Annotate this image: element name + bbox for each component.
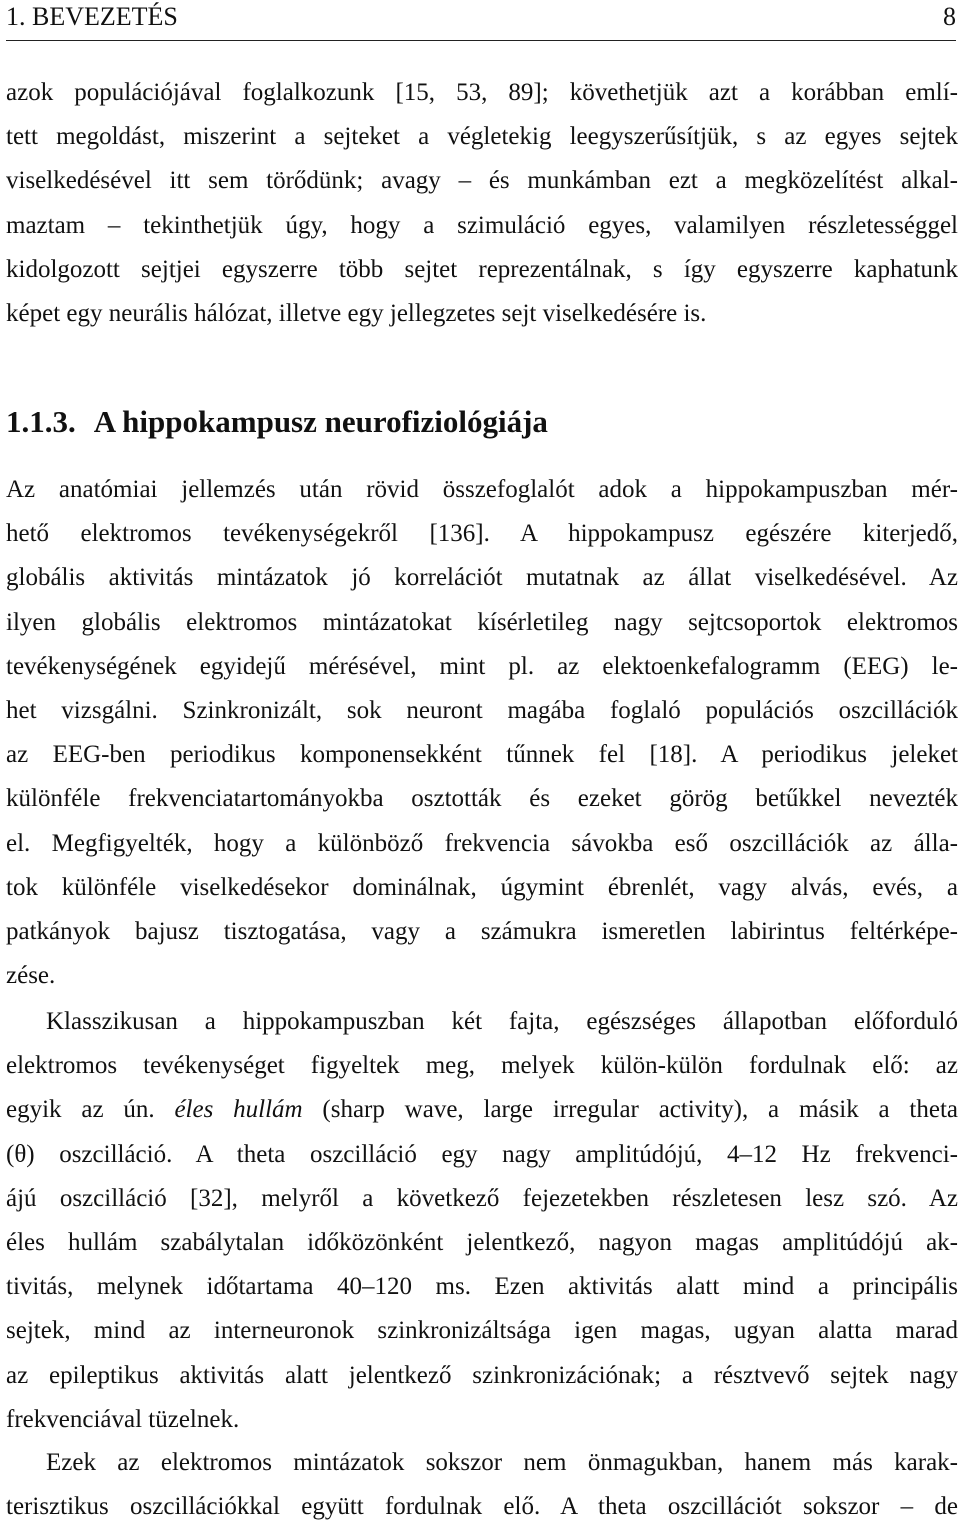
text-line: el. Megfigyelték, hogy a különböző frekvencia sávokba eső oszcillációk az álla- xyxy=(6,829,958,857)
text-line: tok különféle viselkedésekor dominálnak, úgymint ébrenlét, vagy alvás, evés, a xyxy=(6,873,958,901)
section-title: A hippokampusz neurofiziológiája xyxy=(93,404,548,439)
text-line: az epileptikus aktivitás alatt jelentkező szinkronizációnak; a résztvevő sejtek nagy xyxy=(6,1361,958,1389)
page-number: 8 xyxy=(943,2,956,31)
section-number: 1.1.3. xyxy=(6,404,76,439)
italic-term: éles hullám xyxy=(174,1096,303,1124)
paragraph-oscillations xyxy=(6,1441,958,1529)
intro-paragraph xyxy=(6,71,958,336)
text-line: hető elektromos tevékenységekről [136]. A hippokampusz egészére kiterjedő, xyxy=(6,520,958,548)
text-segment: (sharp wave, large irregular activity), a másik a theta xyxy=(302,1096,958,1124)
text-line: viselkedésével itt sem törődünk; avagy – és munkámban ezt a megközelítést alkal- xyxy=(6,167,958,195)
text-line: azok populációjával foglalkozunk [15, 53, 89]; követhetjük azt a korábban emlí- xyxy=(6,79,958,106)
text-line: kidolgozott sejtjei egyszerre több sejtet reprezentálnak, s így egyszerre kaphatunk xyxy=(6,255,958,283)
text-line: ájú oszcilláció [32], melyről a következő fejezetekben részletesen lesz szó. Az xyxy=(6,1184,958,1212)
text-line: globális aktivitás mintázatok jó korrelációt mutatnak az állat viselkedésével. Az xyxy=(6,564,958,592)
text-line: elektromos tevékenységet figyeltek meg, melyek külön-külön fordulnak elő: az xyxy=(6,1052,958,1080)
text-line: különféle frekvenciatartományokba osztották és ezeket görög betűkkel nevezték xyxy=(6,785,958,813)
paragraph-eeg xyxy=(6,468,958,998)
text-line: az EEG-ben periodikus komponensekként tűnnek fel [18]. A periodikus jeleket xyxy=(6,741,958,769)
text-line: sejtek, mind az interneuronok szinkronizáltsága igen magas, ugyan alatta marad xyxy=(6,1317,958,1345)
text-line: patkányok bajusz tisztogatása, vagy a számukra ismeretlen labirintus feltérképe- xyxy=(6,917,958,945)
paragraph-sharp-wave xyxy=(6,1000,958,1442)
text-line: terisztikus oszcillációkkal együtt fordulnak elő. A theta oszcillációt sokszor – de xyxy=(6,1493,958,1521)
text-line: képet egy neurális hálózat, illetve egy jellegzetes sejt viselkedésére is. xyxy=(6,299,707,327)
text-line: tevékenységének egyidejű mérésével, mint pl. az elektoenkefalogramm (EEG) le- xyxy=(6,652,958,680)
text-line: frekvenciával tüzelnek. xyxy=(6,1405,240,1433)
text-line: het vizsgálni. Szinkronizált, sok neuront magába foglaló populációs oszcillációk xyxy=(6,696,958,724)
text-line: éles hullám szabálytalan időközönként jelentkező, nagyon magas amplitúdójú ak- xyxy=(6,1228,958,1256)
chapter-title: 1. BEVEZETÉS xyxy=(6,2,178,31)
text-line: maztam – tekinthetjük úgy, hogy a szimuláció egyes, valamilyen részletességgel xyxy=(6,211,958,239)
section-heading xyxy=(6,404,548,440)
page-header xyxy=(6,0,956,41)
text-line: zése. xyxy=(6,962,56,990)
text-line xyxy=(6,1088,958,1132)
text-line: ilyen globális elektromos mintázatokat kísérletileg nagy sejtcsoportok elektromos xyxy=(6,608,958,636)
text-line: tivitás, melynek időtartama 40–120 ms. Ezen aktivitás alatt mind a principális xyxy=(6,1273,958,1301)
text-line: Klasszikusan a hippokampuszban két fajta, egészséges állapotban előforduló xyxy=(46,1008,958,1035)
text-line: (θ) oszcilláció. A theta oszcilláció egy nagy amplitúdójú, 4–12 Hz frekvenci- xyxy=(6,1140,958,1168)
text-line: tett megoldást, miszerint a sejteket a végletekig leegyszerűsítjük, s az egyes sejtek xyxy=(6,123,958,151)
text-segment: egyik az ún. xyxy=(6,1096,175,1124)
text-line: Az anatómiai jellemzés után rövid összefoglalót adok a hippokampuszban mér- xyxy=(6,476,958,503)
text-line: Ezek az elektromos mintázatok sokszor nem önmagukban, hanem más karak- xyxy=(46,1449,958,1476)
